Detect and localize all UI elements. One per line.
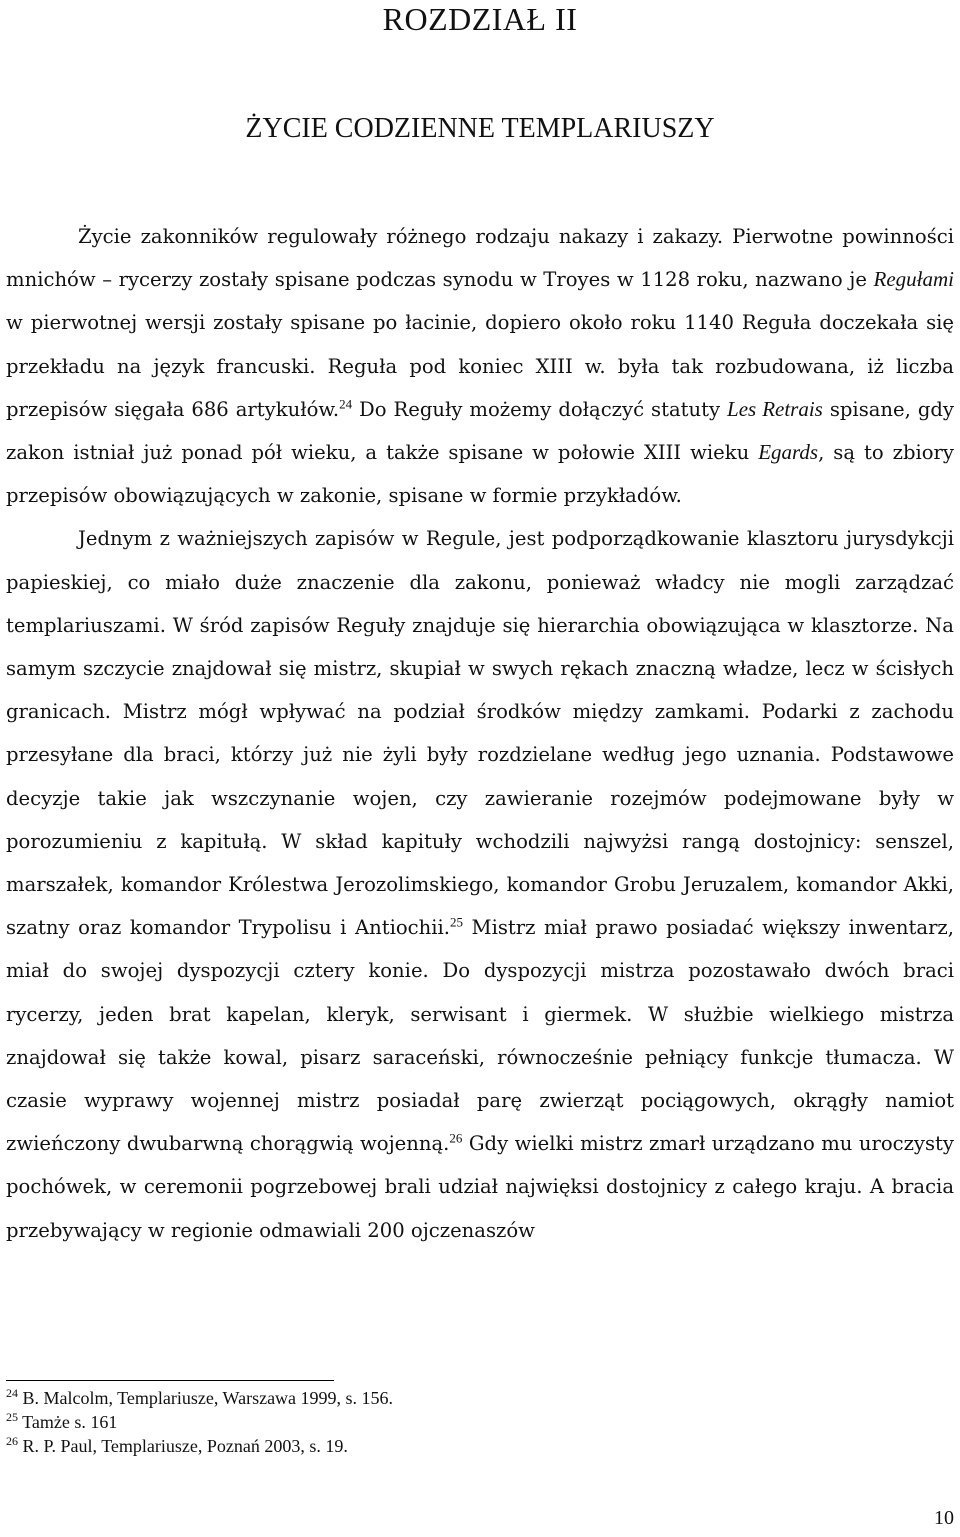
- footnote-number: 24: [6, 1386, 18, 1400]
- footnote-text: R. P. Paul, Templariusze, Poznań 2003, s. 19.: [18, 1436, 348, 1456]
- page-number: 10: [934, 1507, 954, 1529]
- footnote-text: Tamże s. 161: [18, 1412, 118, 1432]
- paragraph-2-text-c: Gdy wielki mistrz zmarł urządzano mu uroczysty pochówek, w ceremonii pogrzebowej brali udział najwięksi dostojnicy z całego kraju. A bracia przebywający w regionie odmawiali 200 ojczenaszów: [6, 1132, 954, 1242]
- paragraph-1-text-c: Do Reguły możemy dołączyć statuty: [352, 397, 728, 421]
- paragraph-2-text-a: Jednym z ważniejszych zapisów w Regule, jest podporządkowanie klasztoru jurysdykcji papieskiej, co miało duże znaczenie dla zakonu, ponieważ władcy nie mogli zarządzać templariuszami. W śród zapisów Reguły znajduje się hierarchia obowiązująca w klasztorze. Na samym szczycie znajdował się mistrz, skupiał w swych rękach znaczną władze, lecz w ścisłych granicach. Mistrz mógł wpływać na podział środków między zamkami. Podarki z zachodu przesyłane dla braci, którzy już nie żyli były rozdzielane według jego uznania. Podstawowe decyzje takie jak wszczynanie wojen, czy zawieranie rozejmów podejmowane były w porozumieniu z kapitułą. W skład kapituły wchodzili najwyżsi rangą dostojnicy: senszel, marszałek, komandor Królestwa Jerozolimskiego, komandor Grobu Jeruzalem, komandor Akki, szatny oraz komandor Trypolisu i Antiochii.: [6, 527, 954, 940]
- paragraph-2-text-b: Mistrz miał prawo posiadać większy inwentarz, miał do swojej dyspozycji cztery konie. Do dyspozycji mistrza pozostawało dwóch braci rycerzy, jeden brat kapelan, kleryk, serwisant i giermek. W służbie wielkiego mistrza znajdował się także kowal, pisarz saraceński, równocześnie pełniący funkcje tłumacza. W czasie wyprawy wojennej mistrz posiadał parę zwierząt pociągowych, okrągły namiot zwieńczony dwubarwną chorągwią wojenną.: [6, 916, 954, 1156]
- footnotes: [6, 1386, 946, 1458]
- paragraph-1-text-b: w pierwotnej wersji zostały spisane po łacinie, dopiero około roku 1140 Reguła doczekała się przekładu na język francuski. Reguła pod koniec XIII w. była tak rozbudowana, iż liczba przepisów sięgała 686 artykułów.: [6, 311, 954, 421]
- footnote-ref-26: 26: [449, 1130, 463, 1146]
- paragraph-1: [6, 215, 954, 517]
- footnote-item: [6, 1410, 946, 1434]
- footnote-number: 25: [6, 1410, 18, 1424]
- footnote-ref-25: 25: [450, 914, 464, 930]
- paragraph-2: [6, 517, 954, 1251]
- footnote-text: B. Malcolm, Templariusze, Warszawa 1999, s. 156.: [18, 1388, 394, 1408]
- chapter-title: ROZDZIAŁ II: [382, 1, 578, 37]
- footnote-ref-24: 24: [339, 396, 353, 412]
- footnote-divider: [6, 1380, 334, 1381]
- paragraph-1-text-a: Życie zakonników regulowały różnego rodzaju nakazy i zakazy. Pierwotne powinności mnichów – rycerzy zostały spisane podczas synodu w Troyes w 1128 roku, nazwano je: [6, 225, 954, 292]
- paragraph-1-italic-a: Regułami: [873, 267, 954, 292]
- footnote-item: [6, 1386, 946, 1410]
- section-title: ŻYCIE CODZIENNE TEMPLARIUSZY: [245, 113, 715, 144]
- paragraph-1-text-d: spisane, gdy zakon istniał już ponad pół wieku, a także spisane w połowie XIII wieku: [6, 397, 954, 465]
- paragraph-1-italic-c: Les Retrais: [727, 396, 823, 421]
- body-text: [6, 215, 954, 1252]
- paragraph-1-text-e: , są to zbiory przepisów obowiązujących w zakonie, spisane w formie przykładów.: [6, 441, 954, 508]
- footnote-item: [6, 1434, 946, 1458]
- footnote-number: 26: [6, 1434, 18, 1448]
- paragraph-1-italic-d: Egards: [758, 440, 819, 465]
